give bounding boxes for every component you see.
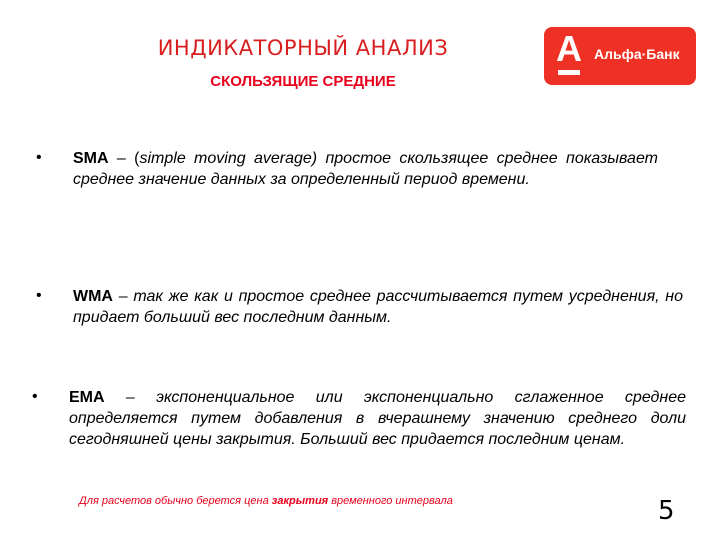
bullet-marker: • [36,149,42,166]
logo-letter: А [556,28,582,69]
footnote [79,495,453,507]
footnote-text: Для расчетов обычно берется цена [79,495,272,507]
bullet-separator [105,389,126,406]
bullet-description: simple moving average) простое скользящее среднее показывает среднее значение данных за определенный период времени. [73,150,659,188]
bullet-term: WMA [73,288,113,305]
bullet-term: ЕМА [69,389,105,406]
alfa-bank-logo [544,27,696,85]
slide-subtitle: СКОЛЬЗЯЩИЕ СРЕДНИЕ [210,73,396,90]
bullet-marker: • [32,388,38,405]
bullet-term: SMA [73,150,109,167]
bullet-separator: – ( [108,150,140,167]
bullet-marker: • [36,287,42,304]
logo-name: Альфа·Банк [594,46,680,62]
bullet-ema [32,387,686,450]
footnote-text-end: временного интервала [328,495,453,507]
slide-title: ИНДИКАТОРНЫЙ АНАЛИЗ [157,36,449,60]
bullet-wma [36,286,683,328]
bullet-sma [36,148,659,190]
alfa-logo-icon [554,28,584,77]
bullet-description: – экспоненциальное или экспоненциально сглаженное среднее определяется путем добавления в вчерашнему значению среднего доли сегодняшней цены закрытия. Больший вес придается последним ценам. [69,389,686,448]
footnote-emphasis: закрытия [271,495,329,507]
bullet-description: – так же как и простое среднее рассчитывается путем усреднения, но придает больший вес последним данным. [73,288,683,326]
logo-underline [558,70,580,75]
page-number: 5 [658,496,675,526]
